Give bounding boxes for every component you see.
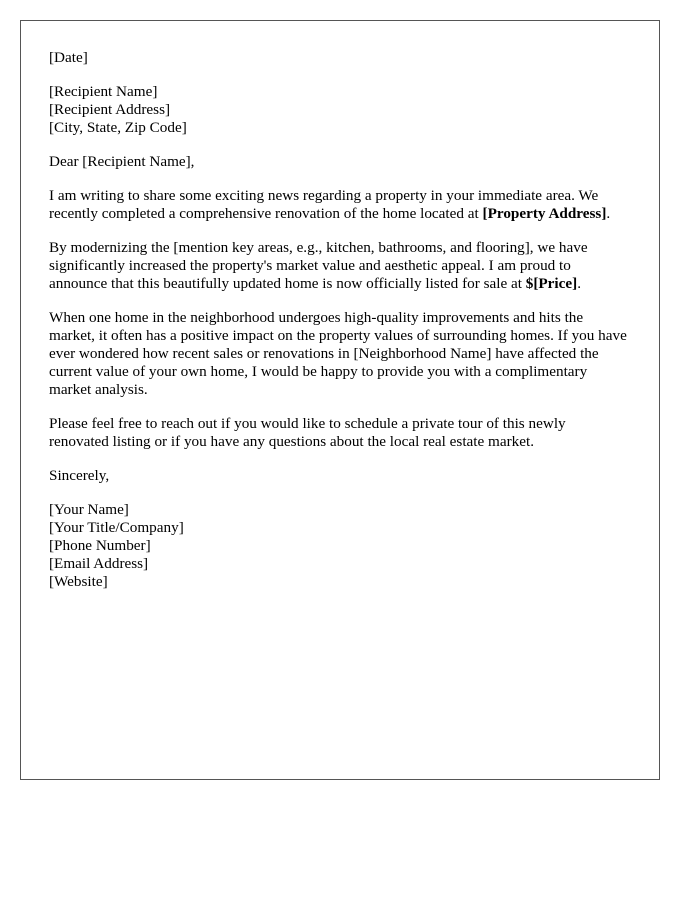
paragraph-renovation	[49, 239, 629, 293]
recipient-name: [Recipient Name]	[49, 83, 158, 100]
signature-block	[49, 501, 629, 591]
paragraph-announcement	[49, 187, 629, 223]
salutation: Dear [Recipient Name],	[49, 153, 195, 170]
paragraph-invitation: Please feel free to reach out if you would like to schedule a private tour of this newly renovated listing or if you have any questions about the local real estate market.	[49, 415, 566, 450]
paragraph-renovation-end: .	[577, 275, 581, 292]
paragraph-market-analysis: When one home in the neighborhood undergoes high-quality improvements and hits the market, it often has a positive impact on the property values of surrounding homes. If you have ever wondered how recent sales or renovations in [Neighborhood Name] have affected the current value of your own home, I would be happy to provide you with a complimentary market analysis.	[49, 309, 627, 398]
date-block	[49, 49, 629, 67]
property-address-placeholder: [Property Address]	[482, 205, 607, 222]
recipient-city-state-zip: [City, State, Zip Code]	[49, 119, 187, 136]
sender-email: [Email Address]	[49, 555, 149, 572]
recipient-address-block	[49, 83, 629, 137]
sender-title-company: [Your Title/Company]	[49, 519, 184, 536]
closing: Sincerely,	[49, 467, 110, 484]
letter-date: [Date]	[49, 49, 88, 66]
letter-content	[49, 49, 629, 607]
paragraph-renovation-text: By modernizing the [mention key areas, e.g., kitchen, bathrooms, and flooring], we have significantly increased the property's market value and aesthetic appeal. I am proud to announce that this beautifully updated home is now officially listed for sale at	[49, 239, 588, 292]
paragraph-announcement-text: I am writing to share some exciting news regarding a property in your immediate area. We recently completed a comprehensive renovation of the home located at	[49, 187, 599, 222]
paragraph-announcement-end: .	[606, 205, 611, 222]
recipient-address: [Recipient Address]	[49, 101, 171, 118]
sender-website: [Website]	[49, 573, 108, 590]
price-placeholder: $[Price]	[525, 275, 578, 292]
letter-page	[20, 20, 660, 780]
sender-phone: [Phone Number]	[49, 537, 151, 554]
sender-name: [Your Name]	[49, 501, 129, 518]
